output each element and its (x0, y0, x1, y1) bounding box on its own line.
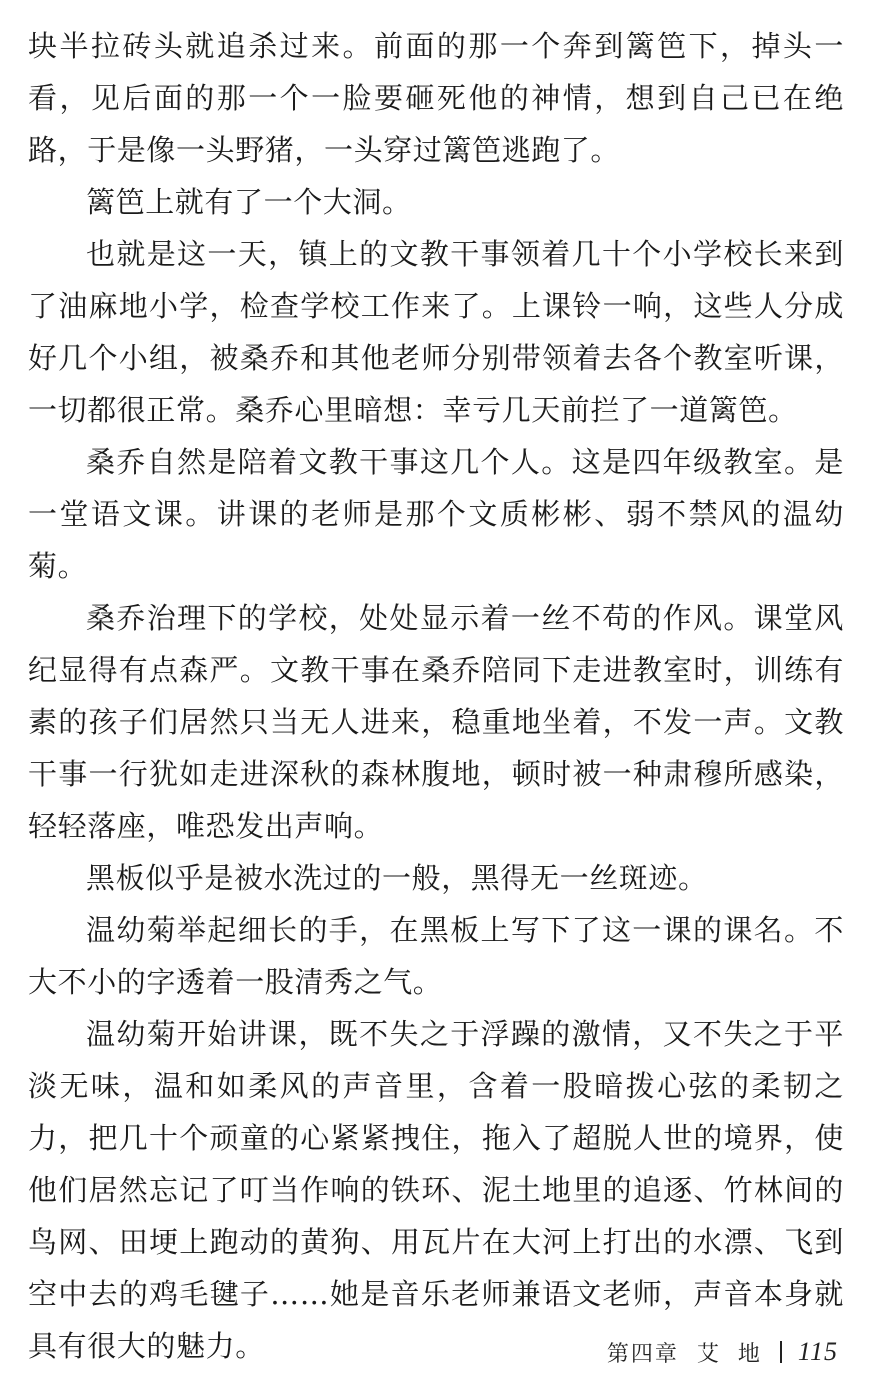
page-footer (607, 1332, 838, 1372)
page-body (28, 20, 844, 1372)
paragraph-5: 桑乔治理下的学校，处处显示着一丝不苟的作风。课堂风纪显得有点森严。文教干事在桑乔陪同下走进教室时，训练有素的孩子们居然只当无人进来，稳重地坐着，不发一声。文教干事一行犹如走进深秋的森林腹地，顿时被一种肃穆所感染，轻轻落座，唯恐发出声响。 (28, 601, 844, 843)
chapter-label: 第四章 (606, 1341, 679, 1367)
paragraph-4: 桑乔自然是陪着文教干事这几个人。这是四年级教室。是一堂语文课。讲课的老师是那个文质彬彬、弱不禁风的温幼菊。 (28, 445, 844, 583)
paragraph-6: 黑板似乎是被水洗过的一般，黑得无一丝斑迹。 (86, 861, 708, 895)
paragraph-8: 温幼菊开始讲课，既不失之于浮躁的激情，又不失之于平淡无味，温和如柔风的声音里，含着一股暗拨心弦的柔韧之力，把几十个顽童的心紧紧拽住，拖入了超脱人世的境界，使他们居然忘记了叮当作响的铁环、泥土地里的追逐、竹林间的鸟网、田埂上跑动的黄狗、用瓦片在大河上打出的水漂、飞到空中去的鸡毛毽子……她是音乐老师兼语文老师，声音本身就具有很大的魅力。 (28, 1017, 844, 1363)
footer-divider (780, 1341, 782, 1363)
page-number: 115 (797, 1337, 838, 1366)
section-title: 艾 地 (696, 1341, 766, 1367)
paragraph-1: 块半拉砖头就追杀过来。前面的那一个奔到篱笆下，掉头一看，见后面的那一个一脸要砸死他的神情，想到自己已在绝路，于是像一头野猪，一头穿过篱笆逃跑了。 (28, 29, 844, 167)
paragraph-3: 也就是这一天，镇上的文教干事领着几十个小学校长来到了油麻地小学，检查学校工作来了。上课铃一响，这些人分成好几个小组，被桑乔和其他老师分别带领着去各个教室听课，一切都很正常。桑乔心里暗想：幸亏几天前拦了一道篱笆。 (28, 237, 844, 427)
paragraph-7: 温幼菊举起细长的手，在黑板上写下了这一课的课名。不大不小的字透着一股清秀之气。 (28, 913, 844, 999)
paragraph-2: 篱笆上就有了一个大洞。 (86, 185, 412, 219)
